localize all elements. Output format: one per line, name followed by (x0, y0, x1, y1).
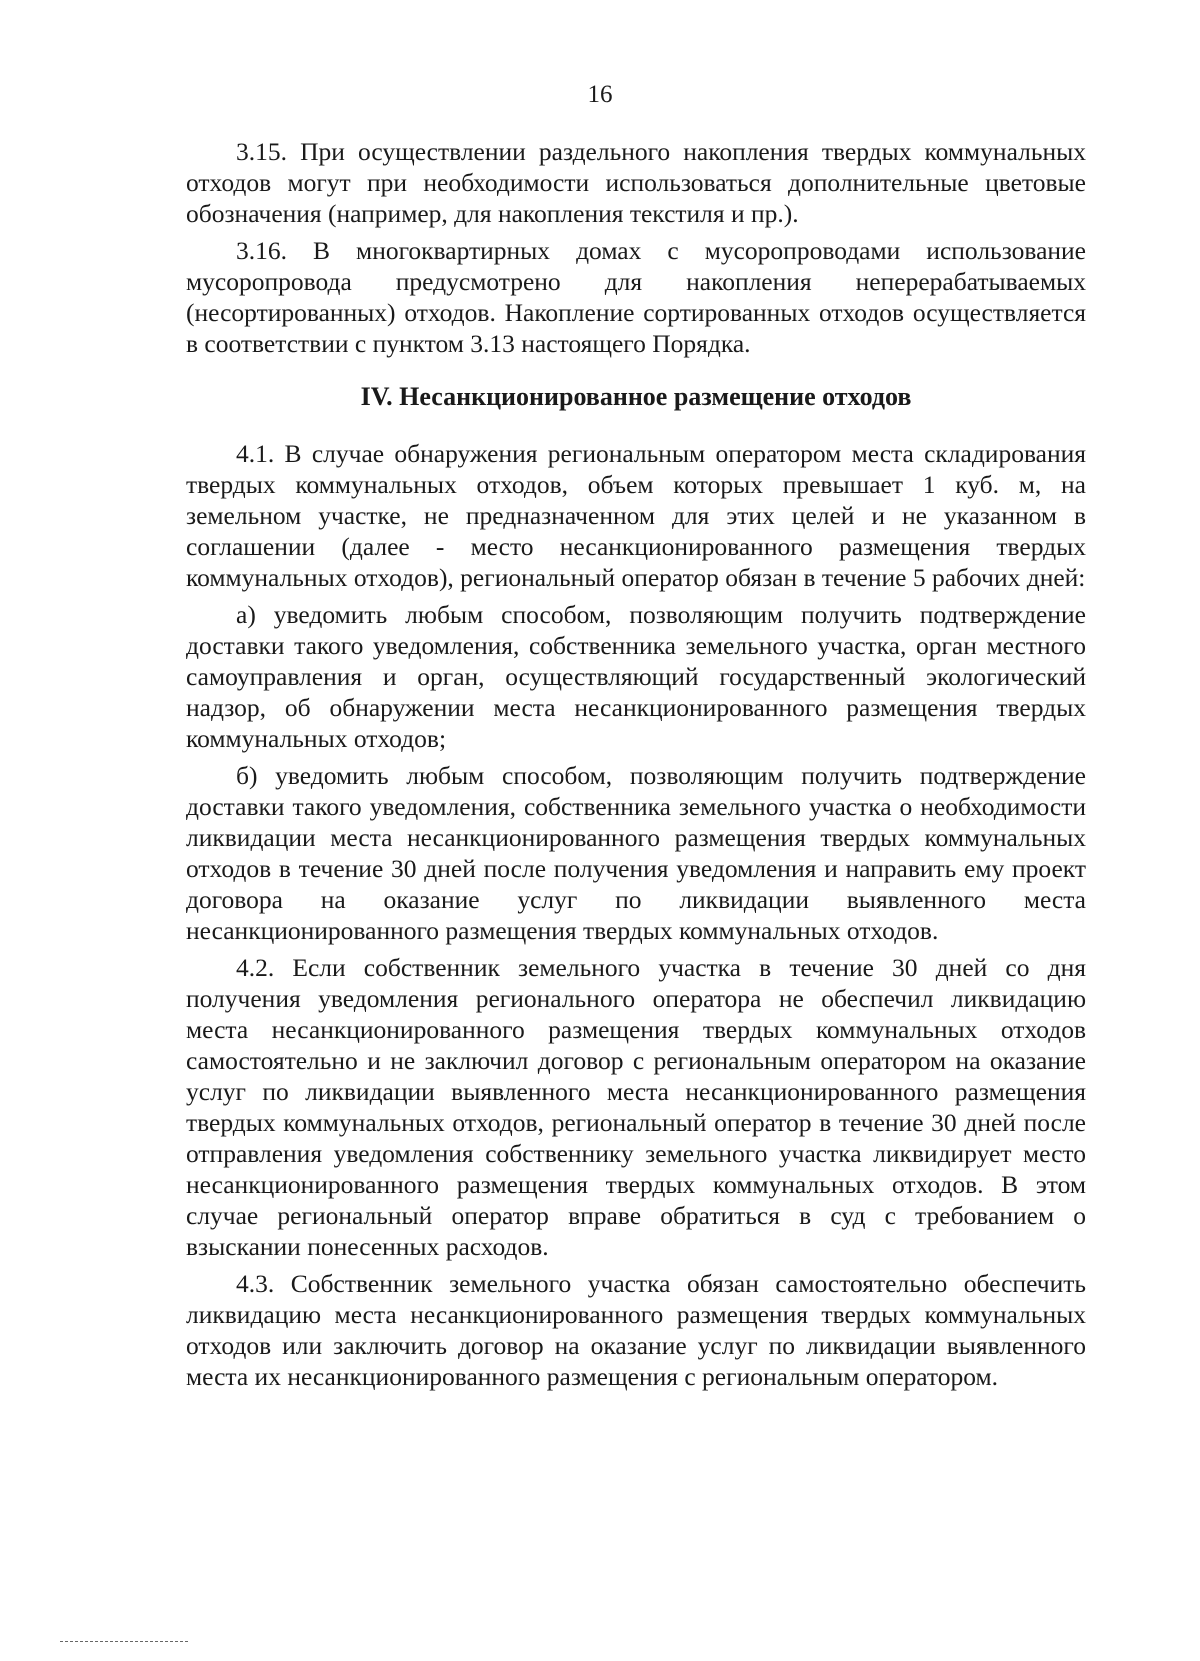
section-heading: IV. Несанкционированное размещение отходов (360, 382, 912, 411)
paragraph-4-3: 4.3. Собственник земельного участка обязан самостоятельно обеспечить ликвидацию места несанкционированного размещения твердых коммунальных отходов или заключить договор на оказание услуг по ликвидации выявленного места их несанкционированного размещения с региональным оператором. (186, 1269, 1086, 1391)
document-body (186, 136, 1086, 1398)
page-number: 16 (587, 81, 613, 108)
paragraph-4-1: 4.1. В случае обнаружения региональным оператором места складирования твердых коммунальных отходов, объем которых превышает 1 куб. м, на земельном участке, не предназначенном для этих целей и не указанном в соглашении (далее - место несанкционированного размещения твердых коммунальных отходов), региональный оператор обязан в течение 5 рабочих дней: (186, 439, 1086, 592)
paragraph-3-15: 3.15. При осуществлении раздельного накопления твердых коммунальных отходов могут при необходимости использоваться дополнительные цветовые обозначения (например, для накопления текстиля и пр.). (186, 137, 1086, 228)
paragraph-4-1-b: б) уведомить любым способом, позволяющим получить подтверждение доставки такого уведомления, собственника земельного участка о необходимости ликвидации места несанкционированного размещения твердых коммунальных отходов в течение 30 дней после получения уведомления и направить ему проект договора на оказание услуг по ликвидации выявленного места несанкционированного размещения твердых коммунальных отходов. (186, 761, 1086, 945)
paragraph-4-2: 4.2. Если собственник земельного участка в течение 30 дней со дня получения уведомления регионального оператора не обеспечил ликвидацию места несанкционированного размещения твердых коммунальных отходов самостоятельно и не заключил договор с региональным оператором на оказание услуг по ликвидации выявленного места несанкционированного размещения твердых коммунальных отходов, региональный оператор в течение 30 дней после отправления уведомления собственнику земельного участка ликвидирует место несанкционированного размещения твердых коммунальных отходов. В этом случае региональный оператор вправе обратиться в суд с требованием о взыскании понесенных расходов. (186, 953, 1086, 1261)
footer-dashed-line (60, 1641, 188, 1642)
paragraph-4-1-a: а) уведомить любым способом, позволяющим получить подтверждение доставки такого уведомления, собственника земельного участка, орган местного самоуправления и орган, осуществляющий государственный экологический надзор, об обнаружении места несанкционированного размещения твердых коммунальных отходов; (186, 600, 1086, 753)
paragraph-3-16: 3.16. В многоквартирных домах с мусоропроводами использование мусоропровода предусмотрено для накопления неперерабатываемых (несортированных) отходов. Накопление сортированных отходов осуществляется в соответствии с пунктом 3.13 настоящего Порядка. (186, 236, 1086, 358)
